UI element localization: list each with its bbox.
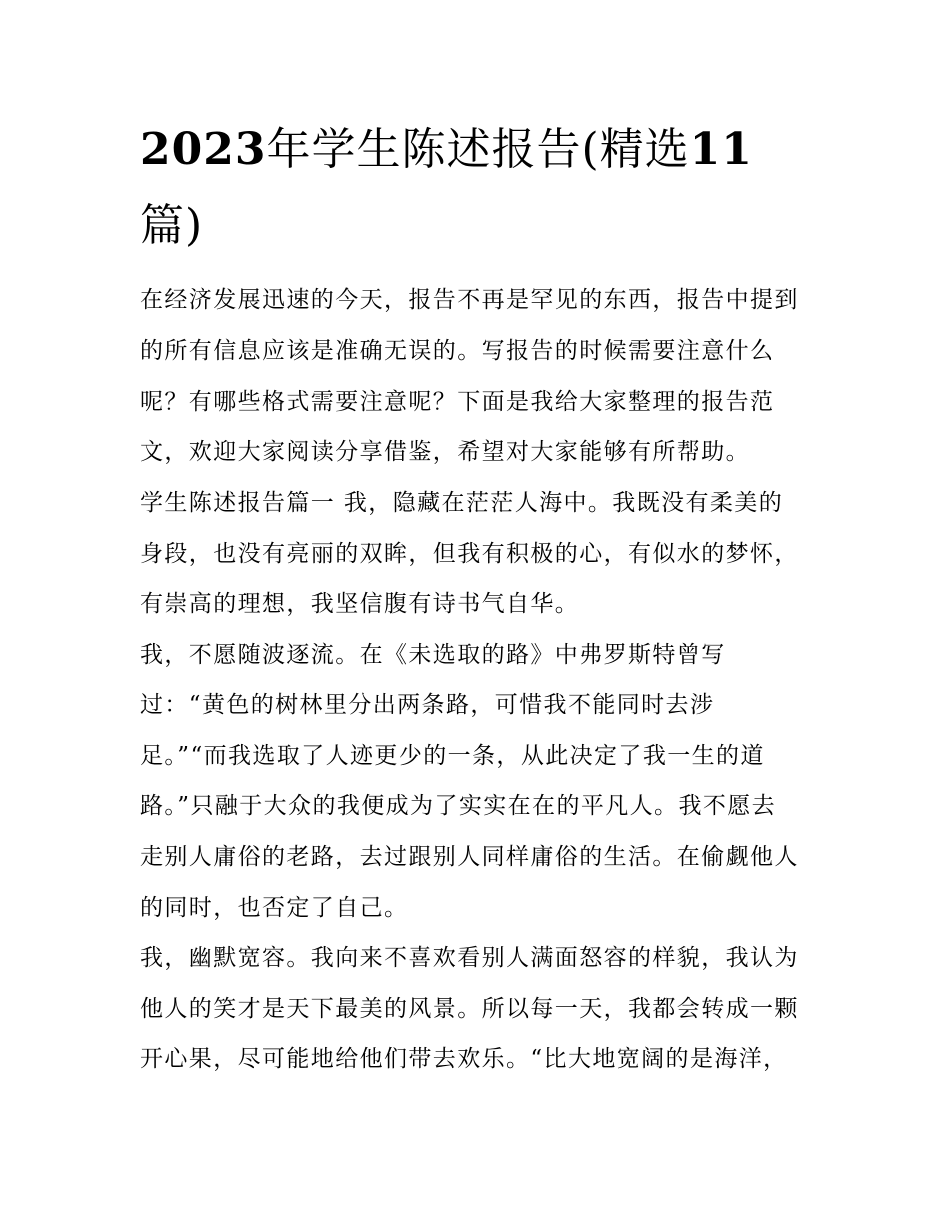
title-count: 11 bbox=[689, 124, 753, 175]
body-line: 他人的笑才是天下最美的风景。所以每一天，我都会转成一颗 bbox=[140, 996, 799, 1022]
body-line: 足。”“而我选取了人迹更少的一条，从此决定了我一生的道 bbox=[140, 743, 765, 769]
body-line: 我，不愿随波逐流。在《未选取的路》中弗罗斯特曾写 bbox=[140, 642, 726, 668]
body-line: 的所有信息应该是准确无误的。写报告的时候需要注意什么 bbox=[140, 338, 775, 364]
body-line: 开心果，尽可能地给他们带去欢乐。“比大地宽阔的是海洋， bbox=[140, 1046, 788, 1072]
body-line: 身段，也没有亮丽的双眸，但我有积极的心，有似水的梦怀， bbox=[140, 541, 799, 567]
body-line: 学生陈述报告篇一 我，隐藏在茫茫人海中。我既没有柔美的 bbox=[140, 490, 784, 516]
title-text: 年学生陈述报告(精选 bbox=[266, 124, 690, 175]
body-line: 呢？有哪些格式需要注意呢？下面是我给大家整理的报告范 bbox=[140, 389, 775, 415]
body-line: 有崇高的理想，我坚信腹有诗书气自华。 bbox=[140, 591, 580, 617]
title-suffix: 篇) bbox=[140, 200, 204, 251]
title-year: 2023 bbox=[140, 124, 267, 175]
body-line: 的同时，也否定了自己。 bbox=[140, 895, 409, 921]
document-title bbox=[140, 112, 820, 264]
body-line: 我，幽默宽容。我向来不喜欢看别人满面怒容的样貌，我认为 bbox=[140, 945, 799, 971]
body-line: 文，欢迎大家阅读分享借鉴，希望对大家能够有所帮助。 bbox=[140, 439, 750, 465]
body-line: 过：“黄色的树林里分出两条路，可惜我不能同时去涉 bbox=[140, 692, 715, 718]
body-line: 在经济发展迅速的今天，报告不再是罕见的东西，报告中提到 bbox=[140, 287, 799, 313]
body-line: 路。”只融于大众的我便成为了实实在在的平凡人。我不愿去 bbox=[140, 793, 777, 819]
body-line: 走别人庸俗的老路，去过跟别人同样庸俗的生活。在偷觑他人 bbox=[140, 844, 799, 870]
